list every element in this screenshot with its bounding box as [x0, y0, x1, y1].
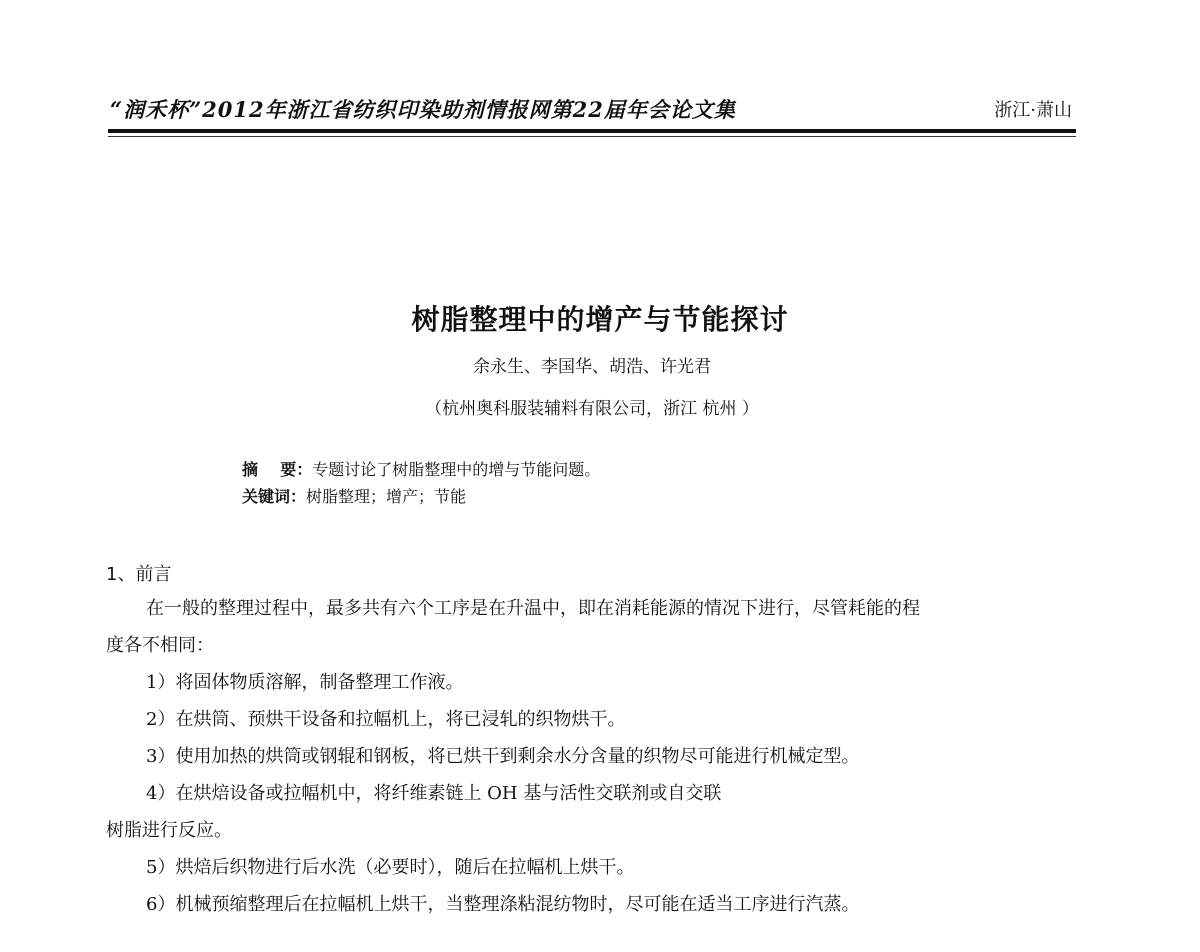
list-item-continuation: 树脂进行反应。	[106, 820, 232, 841]
header-rule-thin	[108, 136, 1076, 137]
abstract-block	[242, 456, 600, 510]
keywords-line	[242, 483, 600, 510]
abstract-text: 专题讨论了树脂整理中的增与节能问题。	[312, 460, 601, 479]
running-header-title: “润禾杯”2012年浙江省纺织印染助剂情报网第22届年会论文集	[110, 97, 736, 122]
list-item: 3）使用加热的烘筒或钢辊和钢板，将已烘干到剩余水分含量的织物尽可能进行机械定型。	[146, 746, 860, 767]
running-header-location: 浙江·萧山	[994, 100, 1072, 121]
list-item: 6）机械预缩整理后在拉幅机上烘干，当整理涤粘混纺物时，尽可能在适当工序进行汽蒸。	[146, 894, 860, 915]
abstract-label: 摘 要：	[242, 460, 313, 479]
list-item: 4）在烘焙设备或拉幅机中，将纤维素链上 OH 基与活性交联剂或自交联	[146, 783, 722, 804]
section-heading: 1、前言	[106, 564, 172, 585]
keywords-text: 树脂整理；增产；节能	[306, 487, 467, 506]
list-item: 1）将固体物质溶解，制备整理工作液。	[146, 672, 464, 693]
list-item: 2）在烘筒、预烘干设备和拉幅机上，将已浸轧的织物烘干。	[146, 709, 626, 730]
paper-affiliation: （杭州奥科服装辅料有限公司，浙江 杭州 ）	[425, 399, 759, 419]
keywords-label: 关键词：	[242, 487, 307, 506]
intro-paragraph-continuation: 度各不相同：	[106, 635, 214, 656]
list-item: 5）烘焙后织物进行后水洗（必要时），随后在拉幅机上烘干。	[146, 857, 635, 878]
section-body	[106, 590, 1082, 923]
header-rule-thick	[108, 129, 1076, 133]
paper-authors: 余永生、李国华、胡浩、许光君	[473, 357, 711, 377]
abstract-line	[242, 456, 600, 483]
paper-title: 树脂整理中的增产与节能探讨	[411, 303, 789, 336]
intro-paragraph-line: 在一般的整理过程中，最多共有六个工序是在升温中，即在消耗能源的情况下进行，尽管耗能的程	[146, 598, 920, 619]
